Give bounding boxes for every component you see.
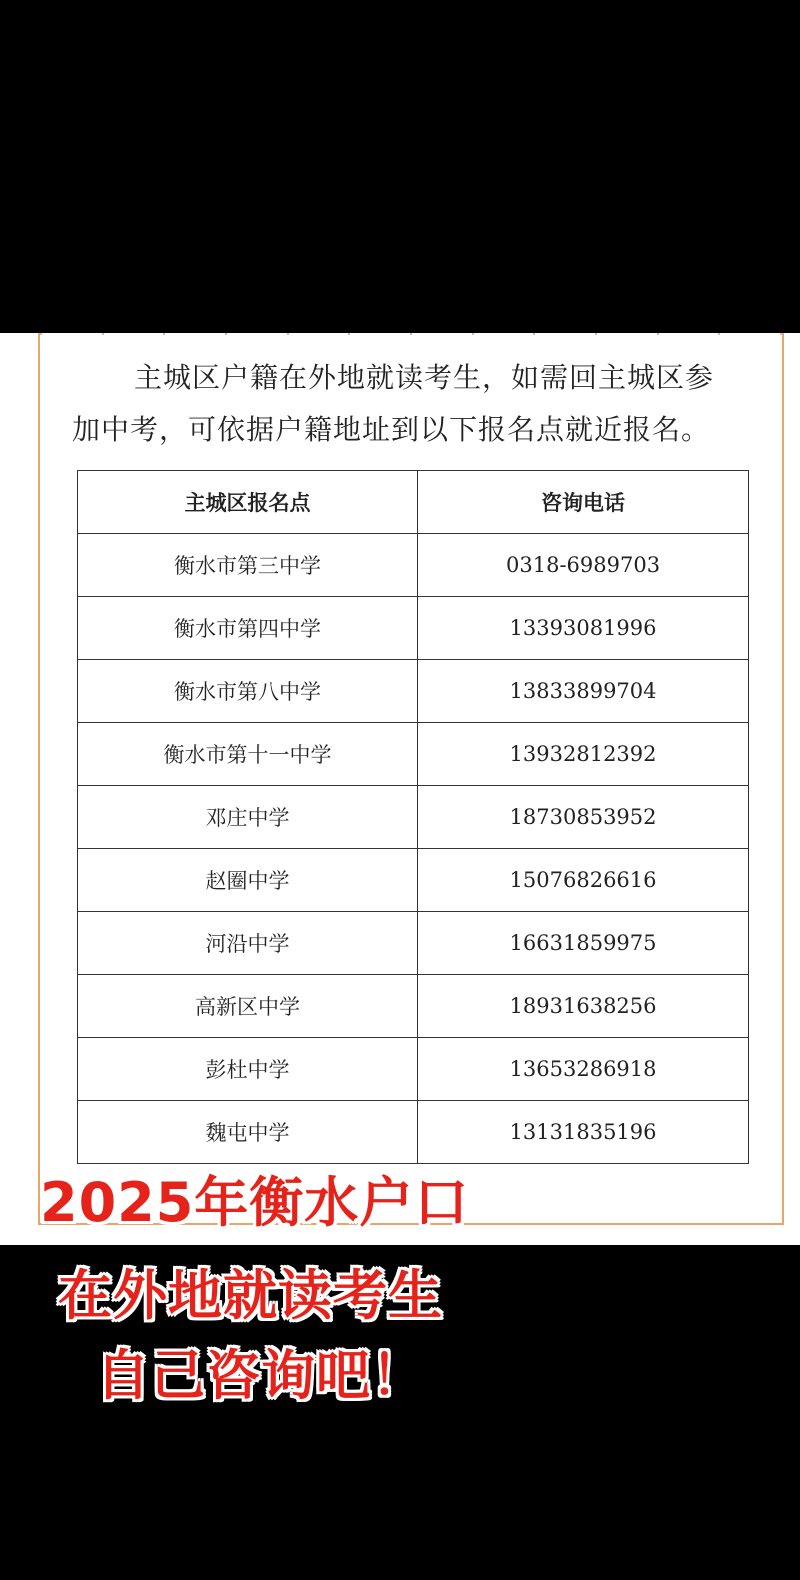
registration-points-table [77,470,749,1164]
intro-line-2: 加中考，可依据户籍地址到以下报名点就近报名。 [72,413,711,446]
table-row [78,912,749,975]
intro-paragraph [72,352,762,456]
table-row [78,786,749,849]
intro-line-1: 主城区户籍在外地就读考生，如需回主城区参 [134,361,715,394]
table-row [78,534,749,597]
phone-number: 13653286918 [418,1038,749,1101]
top-dotted-rule [40,333,782,335]
table-row [78,1101,749,1164]
table-row [78,723,749,786]
school-name: 彭杜中学 [78,1038,418,1101]
school-name: 魏屯中学 [78,1101,418,1164]
phone-number: 18931638256 [418,975,749,1038]
table-header-row [78,471,749,534]
table-row [78,597,749,660]
school-name: 衡水市第十一中学 [78,723,418,786]
phone-number: 13932812392 [418,723,749,786]
header-registration-point: 主城区报名点 [78,471,418,534]
phone-number: 13131835196 [418,1101,749,1164]
school-name: 赵圈中学 [78,849,418,912]
phone-number: 18730853952 [418,786,749,849]
school-name: 衡水市第四中学 [78,597,418,660]
school-name: 邓庄中学 [78,786,418,849]
table-row [78,1038,749,1101]
school-name: 衡水市第八中学 [78,660,418,723]
table-row [78,849,749,912]
overlay-caption-line-3: 自己咨询吧！ [96,1344,426,1407]
school-name: 衡水市第三中学 [78,534,418,597]
phone-number: 13833899704 [418,660,749,723]
table-row [78,660,749,723]
phone-number: 0318-6989703 [418,534,749,597]
school-name: 高新区中学 [78,975,418,1038]
frame-border-right [782,333,784,1225]
header-phone: 咨询电话 [418,471,749,534]
overlay-caption-line-1: 2025年衡水户口 [40,1171,470,1234]
overlay-caption-line-2: 在外地就读考生 [58,1264,443,1327]
table-row [78,975,749,1038]
phone-number: 15076826616 [418,849,749,912]
phone-number: 16631859975 [418,912,749,975]
phone-number: 13393081996 [418,597,749,660]
school-name: 河沿中学 [78,912,418,975]
frame-border-left [38,333,40,1225]
